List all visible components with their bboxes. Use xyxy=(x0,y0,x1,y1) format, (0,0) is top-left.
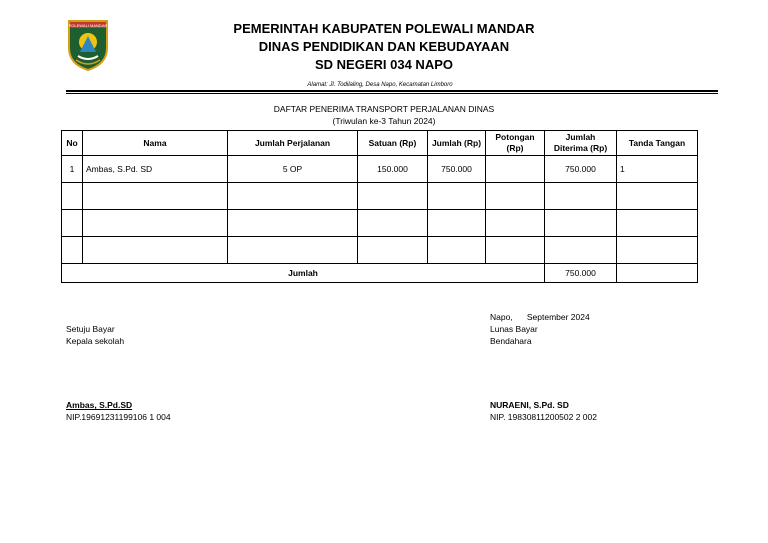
cell-potongan xyxy=(486,156,545,183)
cell-jumlah-diterima xyxy=(545,210,617,237)
principal-nip: NIP.19691231199106 1 004 xyxy=(66,412,171,422)
department-title: DINAS PENDIDIKAN DAN KEBUDAYAAN xyxy=(258,39,510,54)
signature-block-right xyxy=(490,311,597,423)
cell-no: 1 xyxy=(62,156,83,183)
signature-block-left xyxy=(66,323,171,423)
cell-jumlah-diterima xyxy=(545,237,617,264)
cell-jumlah xyxy=(428,210,486,237)
table-row xyxy=(62,237,698,264)
paid-label: Lunas Bayar xyxy=(490,324,538,334)
cell-tanda-tangan: 1 xyxy=(617,156,698,183)
header-satuan: Satuan (Rp) xyxy=(358,131,428,156)
table-row xyxy=(62,210,698,237)
cell-nama: Ambas, S.Pd. SD xyxy=(83,156,228,183)
government-title: PEMERINTAH KABUPATEN POLEWALI MANDAR xyxy=(233,21,535,36)
cell-no xyxy=(62,210,83,237)
total-value: 750.000 xyxy=(545,264,617,283)
school-address: Alamat: Jl. Todilaling, Desa Napo, Kecamatan Limboro xyxy=(307,82,453,88)
principal-name: Ambas, S.Pd.SD xyxy=(66,400,133,410)
header-nama: Nama xyxy=(83,131,228,156)
document-title: DAFTAR PENERIMA TRANSPORT PERJALANAN DINAS xyxy=(273,104,495,114)
cell-jumlah-perjalanan xyxy=(228,210,358,237)
header-potongan: Potongan (Rp) xyxy=(486,131,545,156)
cell-satuan xyxy=(358,210,428,237)
cell-nama xyxy=(83,183,228,210)
cell-satuan xyxy=(358,183,428,210)
letterhead-divider-thin xyxy=(66,93,718,94)
header-no: No xyxy=(62,131,83,156)
cell-potongan xyxy=(486,183,545,210)
table-row xyxy=(62,156,698,183)
treasurer-role: Bendahara xyxy=(490,336,532,346)
cell-tanda-tangan xyxy=(617,210,698,237)
approval-label: Setuju Bayar xyxy=(66,324,115,334)
principal-role: Kepala sekolah xyxy=(66,336,125,346)
school-title: SD NEGERI 034 NAPO xyxy=(315,57,453,72)
table-row xyxy=(62,183,698,210)
cell-nama xyxy=(83,210,228,237)
cell-tanda-tangan xyxy=(617,183,698,210)
place-date: Napo, September 2024 xyxy=(490,312,590,322)
document-subtitle: (Triwulan ke-3 Tahun 2024) xyxy=(332,116,436,126)
treasurer-nip: NIP. 19830811200502 2 002 xyxy=(490,412,597,422)
header-jumlah-diterima: Jumlah Diterima (Rp) xyxy=(545,131,617,156)
cell-jumlah-perjalanan xyxy=(228,183,358,210)
cell-nama xyxy=(83,237,228,264)
header-tanda-tangan: Tanda Tangan xyxy=(617,131,698,156)
cell-jumlah xyxy=(428,237,486,264)
header-jumlah: Jumlah (Rp) xyxy=(428,131,486,156)
letterhead-divider-thick xyxy=(66,90,718,92)
cell-potongan xyxy=(486,210,545,237)
cell-jumlah-perjalanan: 5 OP xyxy=(228,156,358,183)
cell-no xyxy=(62,237,83,264)
cell-tanda-tangan xyxy=(617,237,698,264)
cell-satuan: 150.000 xyxy=(358,156,428,183)
total-label: Jumlah xyxy=(62,264,545,283)
header-jumlah-perjalanan: Jumlah Perjalanan xyxy=(228,131,358,156)
cell-no xyxy=(62,183,83,210)
cell-jumlah: 750.000 xyxy=(428,156,486,183)
total-blank-cell xyxy=(617,264,698,283)
cell-satuan xyxy=(358,237,428,264)
svg-text:POLEWALI MANDAR: POLEWALI MANDAR xyxy=(68,23,108,28)
recipient-table xyxy=(61,130,698,283)
treasurer-name: NURAENI, S.Pd. SD xyxy=(490,400,569,410)
total-row xyxy=(62,264,698,283)
cell-jumlah-perjalanan xyxy=(228,237,358,264)
cell-jumlah xyxy=(428,183,486,210)
table-header-row xyxy=(62,131,698,156)
cell-jumlah-diterima: 750.000 xyxy=(545,156,617,183)
cell-jumlah-diterima xyxy=(545,183,617,210)
cell-potongan xyxy=(486,237,545,264)
